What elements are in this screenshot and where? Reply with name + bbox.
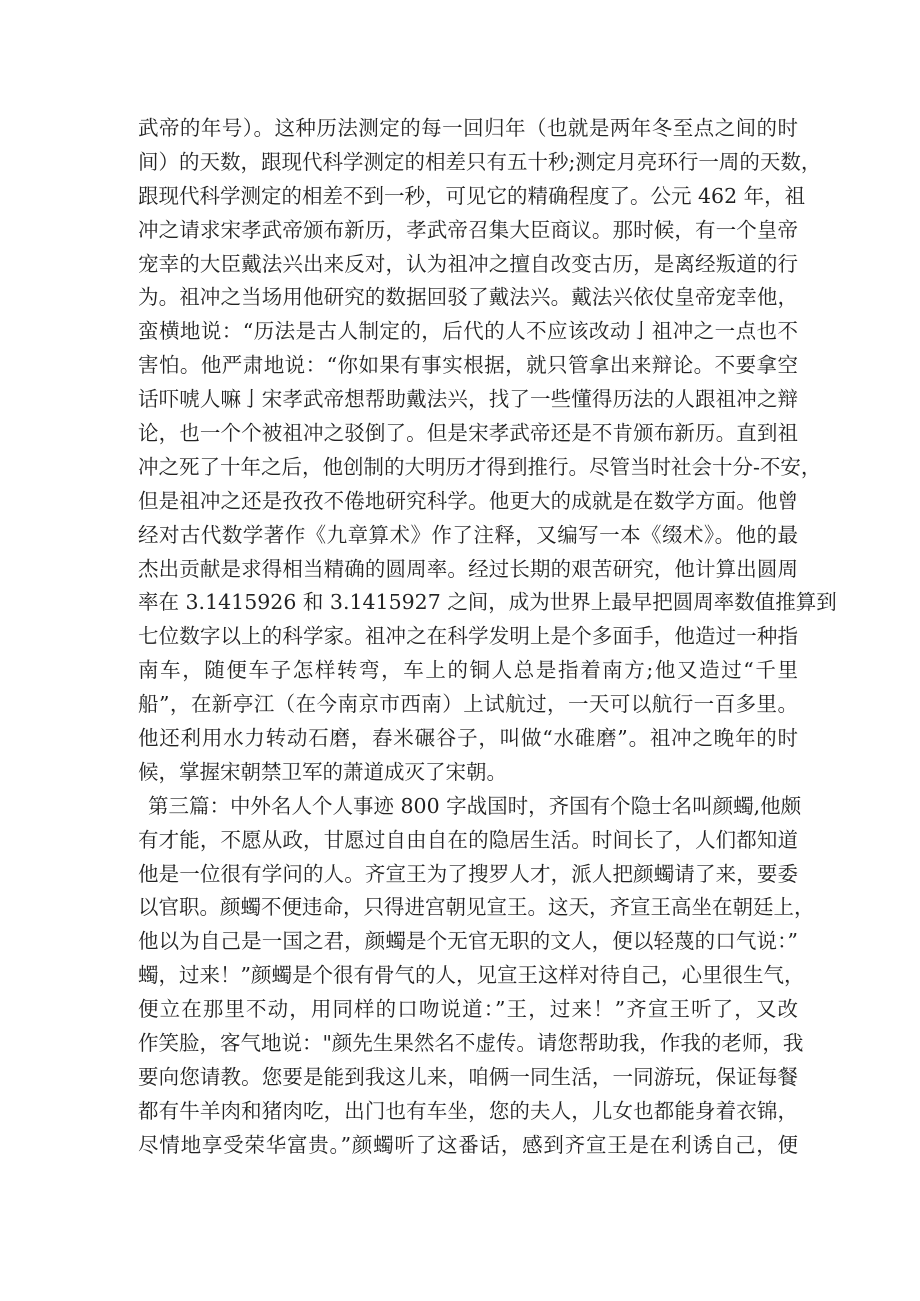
text-line: 要向您请教。您要是能到我这儿来，咱俩一同生活，一同游玩，保证每餐 bbox=[138, 1064, 798, 1089]
text-line: 蛮横地说：“历法是古人制定的，后代的人不应该改动亅祖冲之一点也不 bbox=[138, 319, 798, 344]
text-line: 尽情地享受荣华富贵。”颜蠋听了这番话，感到齐宣王是在利诱自己，便 bbox=[138, 1132, 798, 1157]
text-line: 率在 3.1415926 和 3.1415927 之间，成为世界上最早把圆周率数值推算到 bbox=[138, 590, 837, 615]
text-line: 他以为自己是一国之君，颜蠋是个无官无职的文人，便以轻蔑的口气说：” bbox=[138, 929, 798, 954]
text-line: 船”，在新亭江（在今南京市西南）上试航过，一天可以航行一百多里。 bbox=[138, 692, 798, 717]
text-line: 宠幸的大臣戴法兴出来反对，认为祖冲之擅自改变古历，是离经叛道的行 bbox=[138, 251, 798, 276]
text-line: 害怕。他严肃地说：“你如果有事实根据，就只管拿出来辩论。不要拿空 bbox=[138, 353, 798, 378]
text-line: 有才能，不愿从政，甘愿过自由自在的隐居生活。时间长了，人们都知道 bbox=[138, 827, 798, 852]
text-line: 七位数字以上的科学家。祖冲之在科学发明上是个多面手，他造过一种指 bbox=[138, 624, 798, 649]
text-line: 候，掌握宋朝禁卫军的萧道成灭了宋朝。 bbox=[138, 759, 507, 784]
text-line: 都有牛羊肉和猪肉吃，出门也有车坐，您的夫人，儿女也都能身着衣锦， bbox=[138, 1098, 798, 1123]
text-line: 话吓唬人嘛亅宋孝武帝想帮助戴法兴，找了一些懂得历法的人跟祖冲之辩 bbox=[138, 387, 798, 412]
text-line: 冲之请求宋孝武帝颁布新历，孝武帝召集大臣商议。那时候，有一个皇帝 bbox=[138, 217, 798, 242]
text-line: 蠋，过来！”颜蠋是个很有骨气的人，见宣王这样对待自己，心里很生气， bbox=[138, 963, 805, 988]
text-line: 他还利用水力转动石磨，舂米碾谷子，叫做“水碓磨”。祖冲之晚年的时 bbox=[138, 726, 798, 751]
text-line: 他是一位很有学问的人。齐宣王为了搜罗人才，派人把颜蠋请了来，要委 bbox=[138, 861, 798, 886]
text-line: 便立在那里不动，用同样的口吻说道：”王，过来！”齐宣王听了，又改 bbox=[138, 997, 798, 1022]
text-line: 论，也一个个被祖冲之驳倒了。但是宋孝武帝还是不肯颁布新历。直到祖 bbox=[138, 421, 798, 446]
text-line: 间）的天数，跟现代科学测定的相差只有五十秒;测定月亮环行一周的天数， bbox=[138, 149, 822, 174]
text-line: 南车，随便车子怎样转弯，车上的铜人总是指着南方;他又造过“千里 bbox=[138, 658, 798, 683]
text-line: 作笑脸，客气地说："颜先生果然名不虚传。请您帮助我，作我的老师，我 bbox=[138, 1031, 804, 1056]
text-line: 冲之死了十年之后，他创制的大明历才得到推行。尽管当时社会十分-不安， bbox=[138, 454, 822, 479]
text-line: 以官职。颜蠋不便违命，只得进宫朝见宣王。这天，齐宣王高坐在朝廷上， bbox=[138, 895, 815, 920]
body-text bbox=[138, 112, 837, 1163]
text-line: 经对古代数学著作《九章算术》作了注释，又编写一本《缀术》。他的最 bbox=[138, 522, 798, 547]
text-line: 但是祖冲之还是孜孜不倦地研究科学。他更大的成就是在数学方面。他曾 bbox=[138, 488, 798, 513]
text-line: 杰出贡献是求得相当精确的圆周率。经过长期的艰苦研究，他计算出圆周 bbox=[138, 556, 798, 581]
text-line: 为。祖冲之当场用他研究的数据回驳了戴法兴。戴法兴依仗皇帝宠幸他， bbox=[138, 285, 798, 310]
section-heading-line: 第三篇：中外名人个人事迹 800 字战国时，齐国有个隐士名叫颜蠋,他颇 bbox=[148, 793, 802, 818]
text-line: 跟现代科学测定的相差不到一秒，可见它的精确程度了。公元 462 年，祖 bbox=[138, 183, 806, 208]
text-line: 武帝的年号）。这种历法测定的每一回归年（也就是两年冬至点之间的时 bbox=[138, 116, 798, 140]
